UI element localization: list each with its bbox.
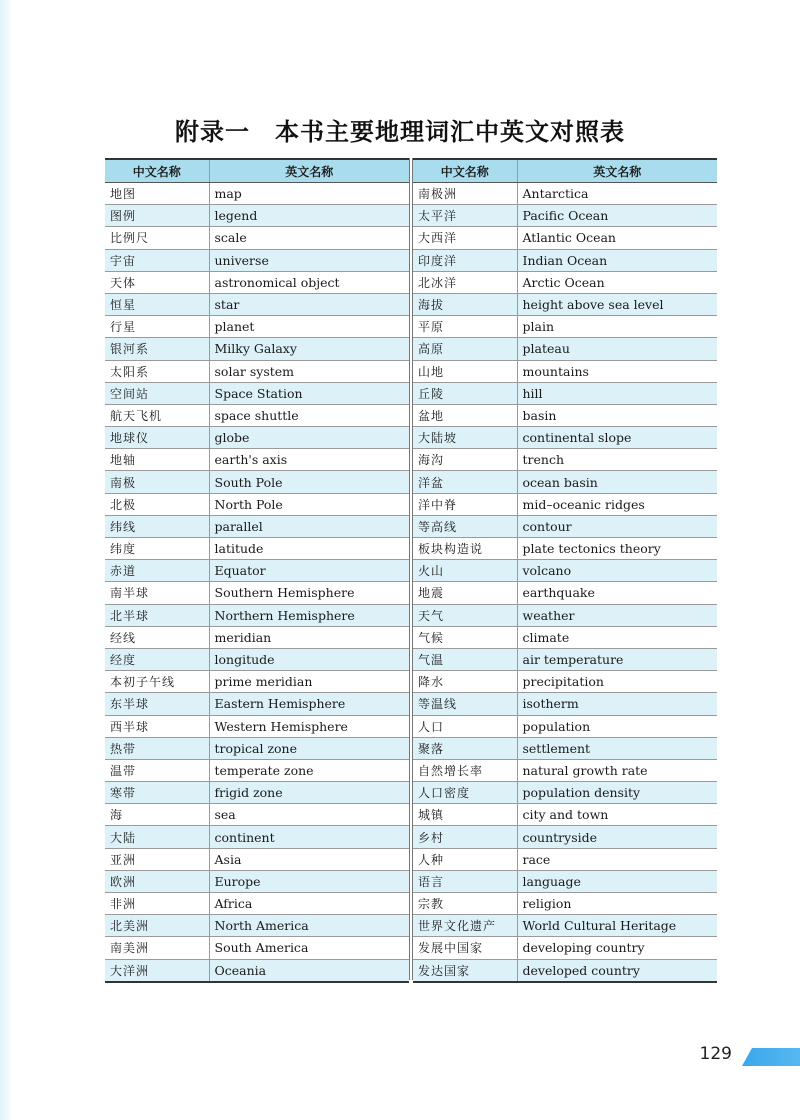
term-chinese: 降水 bbox=[413, 671, 517, 693]
term-chinese: 北半球 bbox=[105, 604, 209, 626]
term-english: continent bbox=[209, 826, 409, 848]
table-row bbox=[413, 183, 717, 205]
term-chinese: 大西洋 bbox=[413, 227, 517, 249]
term-english: volcano bbox=[517, 560, 717, 582]
term-chinese: 等高线 bbox=[413, 515, 517, 537]
term-english: universe bbox=[209, 249, 409, 271]
term-english: population bbox=[517, 715, 717, 737]
table-row bbox=[413, 648, 717, 670]
header-chinese-name: 中文名称 bbox=[413, 159, 517, 183]
table-row bbox=[413, 471, 717, 493]
term-english: scale bbox=[209, 227, 409, 249]
term-english: Equator bbox=[209, 560, 409, 582]
term-english: North America bbox=[209, 915, 409, 937]
term-english: language bbox=[517, 870, 717, 892]
table-row bbox=[413, 604, 717, 626]
page-number: 129 bbox=[699, 1044, 732, 1064]
table-row bbox=[105, 715, 409, 737]
table-row bbox=[413, 937, 717, 959]
term-english: Pacific Ocean bbox=[517, 205, 717, 227]
table-row bbox=[105, 937, 409, 959]
term-english: latitude bbox=[209, 538, 409, 560]
term-chinese: 赤道 bbox=[105, 560, 209, 582]
table-row bbox=[105, 582, 409, 604]
term-chinese: 洋中脊 bbox=[413, 493, 517, 515]
table-row bbox=[413, 848, 717, 870]
page-title: 附录一 本书主要地理词汇中英文对照表 bbox=[175, 118, 625, 146]
table-row bbox=[105, 804, 409, 826]
term-english: South America bbox=[209, 937, 409, 959]
term-english: height above sea level bbox=[517, 293, 717, 315]
table-row bbox=[413, 338, 717, 360]
term-chinese: 寒带 bbox=[105, 782, 209, 804]
table-row bbox=[413, 693, 717, 715]
table-row bbox=[413, 427, 717, 449]
term-chinese: 印度洋 bbox=[413, 249, 517, 271]
term-english: race bbox=[517, 848, 717, 870]
term-chinese: 大陆 bbox=[105, 826, 209, 848]
glossary-body-right bbox=[413, 183, 717, 982]
table-row bbox=[105, 870, 409, 892]
table-row bbox=[105, 826, 409, 848]
glossary-table-left bbox=[105, 158, 409, 983]
term-chinese: 北冰洋 bbox=[413, 271, 517, 293]
term-english: Eastern Hemisphere bbox=[209, 693, 409, 715]
term-english: earth's axis bbox=[209, 449, 409, 471]
term-english: North Pole bbox=[209, 493, 409, 515]
term-english: Space Station bbox=[209, 382, 409, 404]
table-row bbox=[105, 404, 409, 426]
term-chinese: 发展中国家 bbox=[413, 937, 517, 959]
term-chinese: 丘陵 bbox=[413, 382, 517, 404]
term-chinese: 航天飞机 bbox=[105, 404, 209, 426]
term-english: developing country bbox=[517, 937, 717, 959]
term-english: countryside bbox=[517, 826, 717, 848]
table-row bbox=[413, 804, 717, 826]
term-english: weather bbox=[517, 604, 717, 626]
table-row bbox=[105, 671, 409, 693]
term-chinese: 天气 bbox=[413, 604, 517, 626]
term-chinese: 大陆坡 bbox=[413, 427, 517, 449]
term-chinese: 海沟 bbox=[413, 449, 517, 471]
page-number-tab bbox=[742, 1048, 800, 1066]
term-chinese: 温带 bbox=[105, 759, 209, 781]
term-english: mountains bbox=[517, 360, 717, 382]
table-row bbox=[105, 759, 409, 781]
term-english: Southern Hemisphere bbox=[209, 582, 409, 604]
term-chinese: 太阳系 bbox=[105, 360, 209, 382]
term-english: Arctic Ocean bbox=[517, 271, 717, 293]
term-english: population density bbox=[517, 782, 717, 804]
table-row bbox=[413, 582, 717, 604]
table-row bbox=[105, 227, 409, 249]
page-edge-decoration bbox=[0, 0, 12, 1120]
glossary-body-left bbox=[105, 183, 409, 982]
term-chinese: 世界文化遗产 bbox=[413, 915, 517, 937]
term-chinese: 城镇 bbox=[413, 804, 517, 826]
term-chinese: 地球仪 bbox=[105, 427, 209, 449]
term-english: Northern Hemisphere bbox=[209, 604, 409, 626]
table-header-row bbox=[413, 159, 717, 183]
term-english: mid–oceanic ridges bbox=[517, 493, 717, 515]
term-english: Atlantic Ocean bbox=[517, 227, 717, 249]
term-english: Indian Ocean bbox=[517, 249, 717, 271]
term-english: plate tectonics theory bbox=[517, 538, 717, 560]
term-english: isotherm bbox=[517, 693, 717, 715]
term-chinese: 南美洲 bbox=[105, 937, 209, 959]
table-row bbox=[105, 848, 409, 870]
term-english: Western Hemisphere bbox=[209, 715, 409, 737]
term-english: sea bbox=[209, 804, 409, 826]
term-chinese: 聚落 bbox=[413, 737, 517, 759]
term-chinese: 洋盆 bbox=[413, 471, 517, 493]
table-row bbox=[105, 737, 409, 759]
term-english: city and town bbox=[517, 804, 717, 826]
term-chinese: 南极洲 bbox=[413, 183, 517, 205]
term-chinese: 行星 bbox=[105, 316, 209, 338]
table-row bbox=[105, 560, 409, 582]
glossary-tables bbox=[105, 158, 717, 980]
table-row bbox=[105, 382, 409, 404]
term-chinese: 纬度 bbox=[105, 538, 209, 560]
term-english: religion bbox=[517, 893, 717, 915]
header-english-name: 英文名称 bbox=[517, 159, 717, 183]
table-row bbox=[413, 449, 717, 471]
term-chinese: 地轴 bbox=[105, 449, 209, 471]
term-chinese: 南极 bbox=[105, 471, 209, 493]
table-row bbox=[105, 183, 409, 205]
term-chinese: 欧洲 bbox=[105, 870, 209, 892]
table-row bbox=[413, 271, 717, 293]
term-chinese: 气温 bbox=[413, 648, 517, 670]
term-chinese: 北极 bbox=[105, 493, 209, 515]
table-row bbox=[413, 227, 717, 249]
term-chinese: 太平洋 bbox=[413, 205, 517, 227]
term-english: Asia bbox=[209, 848, 409, 870]
table-row bbox=[105, 205, 409, 227]
table-row bbox=[105, 693, 409, 715]
term-chinese: 纬线 bbox=[105, 515, 209, 537]
header-english-name: 英文名称 bbox=[209, 159, 409, 183]
term-chinese: 空间站 bbox=[105, 382, 209, 404]
term-chinese: 亚洲 bbox=[105, 848, 209, 870]
term-english: meridian bbox=[209, 626, 409, 648]
term-chinese: 盆地 bbox=[413, 404, 517, 426]
term-english: plateau bbox=[517, 338, 717, 360]
term-chinese: 海拔 bbox=[413, 293, 517, 315]
table-row bbox=[413, 626, 717, 648]
term-chinese: 海 bbox=[105, 804, 209, 826]
term-english: Oceania bbox=[209, 959, 409, 982]
term-chinese: 发达国家 bbox=[413, 959, 517, 982]
term-chinese: 地图 bbox=[105, 183, 209, 205]
table-row bbox=[413, 293, 717, 315]
term-english: map bbox=[209, 183, 409, 205]
term-chinese: 地震 bbox=[413, 582, 517, 604]
term-english: earthquake bbox=[517, 582, 717, 604]
table-row bbox=[413, 782, 717, 804]
table-row bbox=[413, 205, 717, 227]
term-english: natural growth rate bbox=[517, 759, 717, 781]
term-chinese: 自然增长率 bbox=[413, 759, 517, 781]
table-row bbox=[105, 249, 409, 271]
table-row bbox=[105, 338, 409, 360]
term-chinese: 气候 bbox=[413, 626, 517, 648]
table-row bbox=[105, 648, 409, 670]
table-row bbox=[105, 915, 409, 937]
term-chinese: 宇宙 bbox=[105, 249, 209, 271]
table-row bbox=[413, 671, 717, 693]
table-row bbox=[413, 870, 717, 892]
term-english: tropical zone bbox=[209, 737, 409, 759]
table-row bbox=[413, 915, 717, 937]
term-chinese: 语言 bbox=[413, 870, 517, 892]
term-chinese: 乡村 bbox=[413, 826, 517, 848]
table-row bbox=[105, 316, 409, 338]
term-chinese: 山地 bbox=[413, 360, 517, 382]
term-chinese: 板块构造说 bbox=[413, 538, 517, 560]
term-english: climate bbox=[517, 626, 717, 648]
term-chinese: 银河系 bbox=[105, 338, 209, 360]
term-chinese: 平原 bbox=[413, 316, 517, 338]
term-english: ocean basin bbox=[517, 471, 717, 493]
term-english: space shuttle bbox=[209, 404, 409, 426]
term-english: Antarctica bbox=[517, 183, 717, 205]
term-chinese: 经线 bbox=[105, 626, 209, 648]
term-chinese: 本初子午线 bbox=[105, 671, 209, 693]
term-chinese: 人种 bbox=[413, 848, 517, 870]
table-row bbox=[105, 293, 409, 315]
table-row bbox=[413, 404, 717, 426]
term-english: Europe bbox=[209, 870, 409, 892]
term-english: settlement bbox=[517, 737, 717, 759]
term-chinese: 大洋洲 bbox=[105, 959, 209, 982]
table-row bbox=[105, 449, 409, 471]
table-row bbox=[105, 493, 409, 515]
term-english: South Pole bbox=[209, 471, 409, 493]
table-row bbox=[413, 560, 717, 582]
table-row bbox=[413, 759, 717, 781]
term-english: frigid zone bbox=[209, 782, 409, 804]
term-chinese: 火山 bbox=[413, 560, 517, 582]
table-row bbox=[413, 826, 717, 848]
header-chinese-name: 中文名称 bbox=[105, 159, 209, 183]
term-english: solar system bbox=[209, 360, 409, 382]
term-chinese: 非洲 bbox=[105, 893, 209, 915]
term-english: precipitation bbox=[517, 671, 717, 693]
table-row bbox=[413, 515, 717, 537]
term-chinese: 比例尺 bbox=[105, 227, 209, 249]
term-english: star bbox=[209, 293, 409, 315]
term-english: planet bbox=[209, 316, 409, 338]
table-row bbox=[105, 893, 409, 915]
term-english: developed country bbox=[517, 959, 717, 982]
term-chinese: 北美洲 bbox=[105, 915, 209, 937]
table-row bbox=[105, 626, 409, 648]
term-english: astronomical object bbox=[209, 271, 409, 293]
term-chinese: 西半球 bbox=[105, 715, 209, 737]
glossary-table-right bbox=[413, 158, 717, 983]
table-row bbox=[105, 515, 409, 537]
table-row bbox=[105, 782, 409, 804]
term-english: trench bbox=[517, 449, 717, 471]
table-row bbox=[413, 715, 717, 737]
term-english: Milky Galaxy bbox=[209, 338, 409, 360]
term-english: globe bbox=[209, 427, 409, 449]
term-english: prime meridian bbox=[209, 671, 409, 693]
term-chinese: 宗教 bbox=[413, 893, 517, 915]
term-english: World Cultural Heritage bbox=[517, 915, 717, 937]
term-chinese: 高原 bbox=[413, 338, 517, 360]
term-english: temperate zone bbox=[209, 759, 409, 781]
table-row bbox=[413, 249, 717, 271]
term-chinese: 经度 bbox=[105, 648, 209, 670]
table-row bbox=[105, 538, 409, 560]
table-row bbox=[413, 382, 717, 404]
term-english: contour bbox=[517, 515, 717, 537]
table-row bbox=[413, 538, 717, 560]
term-english: continental slope bbox=[517, 427, 717, 449]
term-chinese: 等温线 bbox=[413, 693, 517, 715]
term-chinese: 人口密度 bbox=[413, 782, 517, 804]
table-row bbox=[105, 604, 409, 626]
term-chinese: 人口 bbox=[413, 715, 517, 737]
term-chinese: 热带 bbox=[105, 737, 209, 759]
table-row bbox=[105, 427, 409, 449]
table-row bbox=[413, 316, 717, 338]
table-header-row bbox=[105, 159, 409, 183]
term-english: basin bbox=[517, 404, 717, 426]
table-row bbox=[105, 360, 409, 382]
table-row bbox=[413, 737, 717, 759]
term-chinese: 南半球 bbox=[105, 582, 209, 604]
term-chinese: 天体 bbox=[105, 271, 209, 293]
table-row bbox=[105, 271, 409, 293]
term-chinese: 图例 bbox=[105, 205, 209, 227]
table-row bbox=[413, 893, 717, 915]
term-english: air temperature bbox=[517, 648, 717, 670]
term-english: Africa bbox=[209, 893, 409, 915]
table-row bbox=[413, 959, 717, 982]
term-chinese: 东半球 bbox=[105, 693, 209, 715]
term-english: hill bbox=[517, 382, 717, 404]
table-row bbox=[413, 360, 717, 382]
term-english: longitude bbox=[209, 648, 409, 670]
term-english: parallel bbox=[209, 515, 409, 537]
term-chinese: 恒星 bbox=[105, 293, 209, 315]
table-row bbox=[105, 959, 409, 982]
term-english: legend bbox=[209, 205, 409, 227]
term-english: plain bbox=[517, 316, 717, 338]
table-row bbox=[413, 493, 717, 515]
table-row bbox=[105, 471, 409, 493]
